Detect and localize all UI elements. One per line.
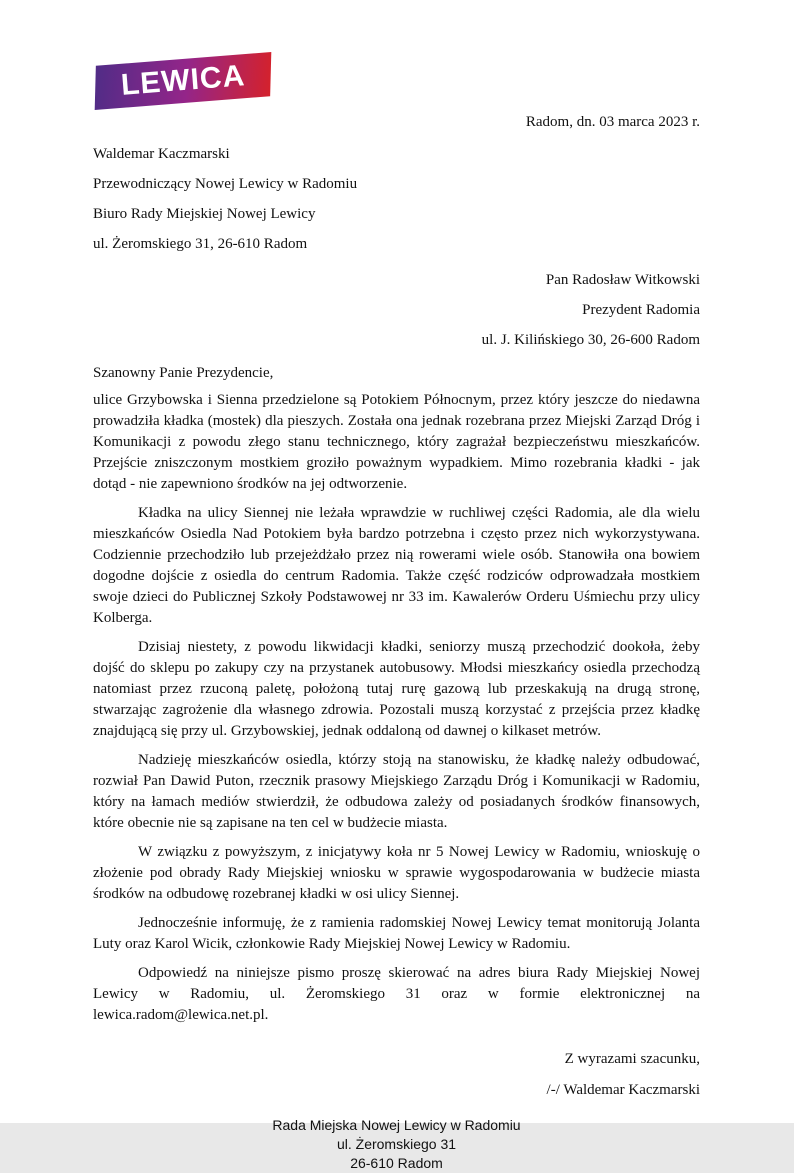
recipient-title: Prezydent Radomia (582, 302, 700, 318)
footer-org-line: Rada Miejska Nowej Lewicy w Radomiu (272, 1117, 521, 1133)
salutation: Szanowny Panie Prezydencie, (93, 365, 274, 381)
sender-title: Przewodniczący Nowej Lewicy w Radomiu (93, 176, 358, 192)
footer-city-line: 26-610 Radom (350, 1155, 443, 1171)
sender-block (93, 139, 700, 259)
footer-street-line: ul. Żeromskiego 31 (336, 1136, 457, 1152)
closing-block (93, 1044, 700, 1106)
closing-signature-line: /-/ Waldemar Kaczmarski (546, 1082, 700, 1098)
lewica-logo-text: LEWICA (119, 59, 247, 102)
sender-office: Biuro Rady Miejskiej Nowej Lewicy (93, 206, 316, 222)
sender-name: Waldemar Kaczmarski (93, 146, 230, 162)
body-paragraph-6: Jednocześnie informuję, że z ramienia radomskiej Nowej Lewicy temat monitorują Jolanta Luty oraz Karol Wicik, członkowie Rady Miejskiej Nowej Lewicy w Radomiu. (93, 915, 700, 952)
recipient-block (93, 265, 700, 355)
body-paragraph-4: Nadzieję mieszkańców osiedla, którzy stoją na stanowisku, że kładkę należy odbudować, rozwiał Pan Dawid Puton, rzecznik prasowy Miejskiego Zarządu Dróg i Komunikacji w Radomiu, który na łamach mediów stwierdził, że odbudowa zależy od posiadanych środków finansowych, które obecnie nie są zapisane na ten cel w budżecie miasta. (93, 752, 700, 831)
lewica-logo-band (95, 52, 272, 110)
body-paragraph-1: ulice Grzybowska i Sienna przedzielone są Potokiem Północnym, przez który jeszcze do niedawna prowadziła kładka (mostek) dla pieszych. Została ona jednak rozebrana przez Miejski Zarząd Dróg i Komunikacji z powodu złego stanu technicznego, który zagrażał bezpieczeństwu mieszkańców. Przejście zniszczonym mostkiem groziło poważnym wypadkiem. Mimo rozebrania kładki - jak dotąd - nie zapewniono środków na jej odtworzenie. (93, 392, 700, 492)
recipient-address: ul. J. Kilińskiego 30, 26-600 Radom (481, 332, 700, 348)
body-paragraph-3: Dzisiaj niestety, z powodu likwidacji kładki, seniorzy muszą przechodzić dookoła, żeby dojść do sklepu po zakupy czy na przystanek autobusowy. Młodsi mieszkańcy osiedla przechodzą natomiast przez rzuconą paletę, położoną tutaj rurę gazową lub przeskakują na drugą stronę, stwarzając zagrożenie dla własnego zdrowia. Pozostali muszą korzystać z przejścia przez kładkę znajdującą się przy ul. Grzybowskiej, jednak oddaloną od dawnej o kilkaset metrów. (93, 639, 700, 739)
sender-address: ul. Żeromskiego 31, 26-610 Radom (93, 236, 308, 252)
logo-row (93, 46, 700, 108)
body-paragraph-2: Kładka na ulicy Siennej nie leżała wprawdzie w ruchliwej części Radomia, ale dla wielu mieszkańców Osiedla Nad Potokiem była bardzo potrzebna i często przez nich wykorzystywana. Codziennie przechodziło lub przejeżdżało przez nią rowerami wiele osób. Stanowiła ona bowiem dogodne dojście z osiedla do centrum Radomia. Także część rodziców odprowadzała mostkiem swoje dzieci do Publicznej Szkoły Podstawowej nr 33 im. Kawalerów Orderu Uśmiechu przy ulicy Kolberga. (93, 505, 700, 626)
recipient-name: Pan Radosław Witkowski (545, 272, 700, 288)
closing-respect-line: Z wyrazami szacunku, (564, 1051, 700, 1067)
date-line: Radom, dn. 03 marca 2023 r. (525, 114, 700, 130)
body-paragraph-5: W związku z powyższym, z inicjatywy koła nr 5 Nowej Lewicy w Radomiu, wnioskuję o złożenie pod obrady Rady Miejskiej wniosku w sprawie wygospodarowania w budżecie miasta środków na odbudowę rozebranej kładki w osi ulicy Siennej. (93, 844, 700, 902)
body-paragraph-7: Odpowiedź na niniejsze pismo proszę skierować na adres biura Rady Miejskiej Nowej Lewicy w Radomiu, ul. Żeromskiego 31 oraz w formie elektronicznej na lewica.radom@lewica.net.pl. (93, 965, 700, 1023)
footer (93, 1116, 700, 1173)
